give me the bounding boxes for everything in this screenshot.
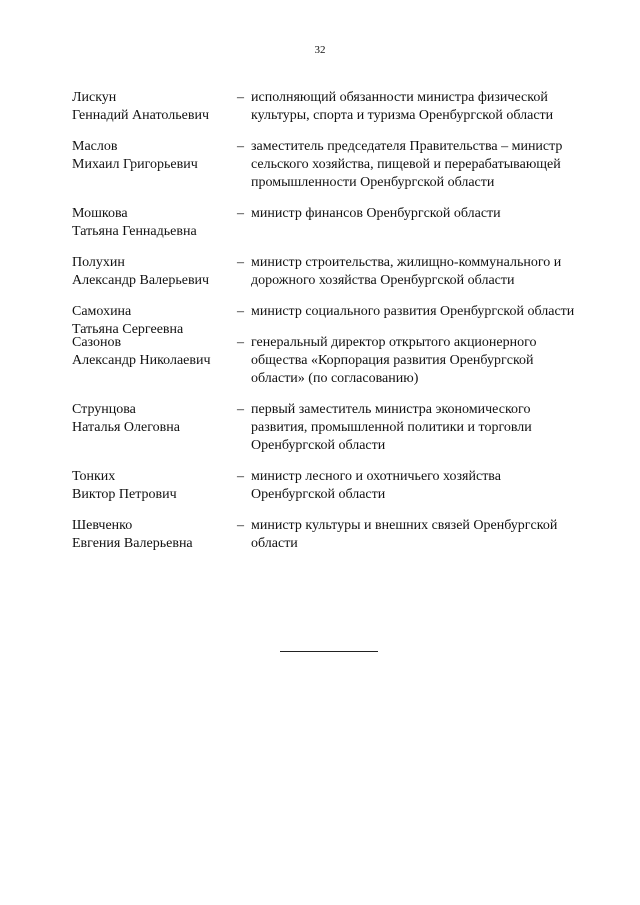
given-names: Евгения Валерьевна <box>72 536 193 551</box>
surname: Мошкова <box>72 206 128 221</box>
person-name <box>72 138 237 174</box>
list-item <box>72 334 582 388</box>
given-names: Наталья Олеговна <box>72 420 180 435</box>
given-names: Виктор Петрович <box>72 487 177 502</box>
position-title: первый заместитель министра экономического развития, промышленной политики и торговли Оренбургской области <box>251 402 532 453</box>
person-name <box>72 205 237 241</box>
dash-separator: – <box>237 139 244 154</box>
given-names: Александр Валерьевич <box>72 273 210 288</box>
dash-separator: – <box>237 402 244 417</box>
person-name <box>72 401 237 437</box>
list-item <box>72 303 582 337</box>
end-divider <box>280 651 378 652</box>
given-names: Александр Николаевич <box>72 353 211 368</box>
dash-separator: – <box>237 255 244 270</box>
position-title: исполняющий обязанности министра физической культуры, спорта и туризма Оренбургской области <box>251 90 554 123</box>
position-title: министр социального развития Оренбургской области <box>251 304 575 319</box>
surname: Полухин <box>72 255 125 270</box>
dash-separator: – <box>237 335 244 350</box>
given-names: Татьяна Геннадьевна <box>72 224 197 239</box>
dash-separator: – <box>237 206 244 221</box>
list-item <box>72 254 582 290</box>
position-title: министр культуры и внешних связей Оренбургской области <box>251 518 558 551</box>
person-name <box>72 334 237 370</box>
person-name <box>72 517 237 553</box>
surname: Тонких <box>72 469 116 484</box>
position-title: министр финансов Оренбургской области <box>251 206 501 221</box>
list-item <box>72 205 582 241</box>
position-title: заместитель председателя Правительства – министр сельского хозяйства, пищевой и перерабатывающей промышленности Оренбургской области <box>251 139 563 190</box>
position-title: министр лесного и охотничьего хозяйства Оренбургской области <box>251 469 501 502</box>
person-name <box>72 468 237 504</box>
dash-separator: – <box>237 469 244 484</box>
list-item <box>72 517 582 553</box>
dash-separator: – <box>237 304 244 319</box>
surname: Маслов <box>72 139 118 154</box>
surname: Шевченко <box>72 518 133 533</box>
given-names: Татьяна Сергеевна <box>72 322 184 337</box>
surname: Сазонов <box>72 335 122 350</box>
dash-separator: – <box>237 518 244 533</box>
person-name <box>72 89 237 125</box>
person-name <box>72 254 237 290</box>
surname: Струнцова <box>72 402 136 417</box>
list-item <box>72 138 582 192</box>
list-item <box>72 401 582 455</box>
surname: Лискун <box>72 90 117 105</box>
member-roster <box>72 89 582 553</box>
dash-separator: – <box>237 90 244 105</box>
given-names: Михаил Григорьевич <box>72 157 198 172</box>
surname: Самохина <box>72 304 132 319</box>
list-item <box>72 468 582 504</box>
given-names: Геннадий Анатольевич <box>72 108 209 123</box>
page-number: 32 <box>314 44 326 56</box>
list-item <box>72 89 582 125</box>
position-title: генеральный директор открытого акционерного общества «Корпорация развития Оренбургской области» (по согласованию) <box>251 335 537 386</box>
position-title: министр строительства, жилищно-коммунального и дорожного хозяйства Оренбургской области <box>251 255 562 288</box>
